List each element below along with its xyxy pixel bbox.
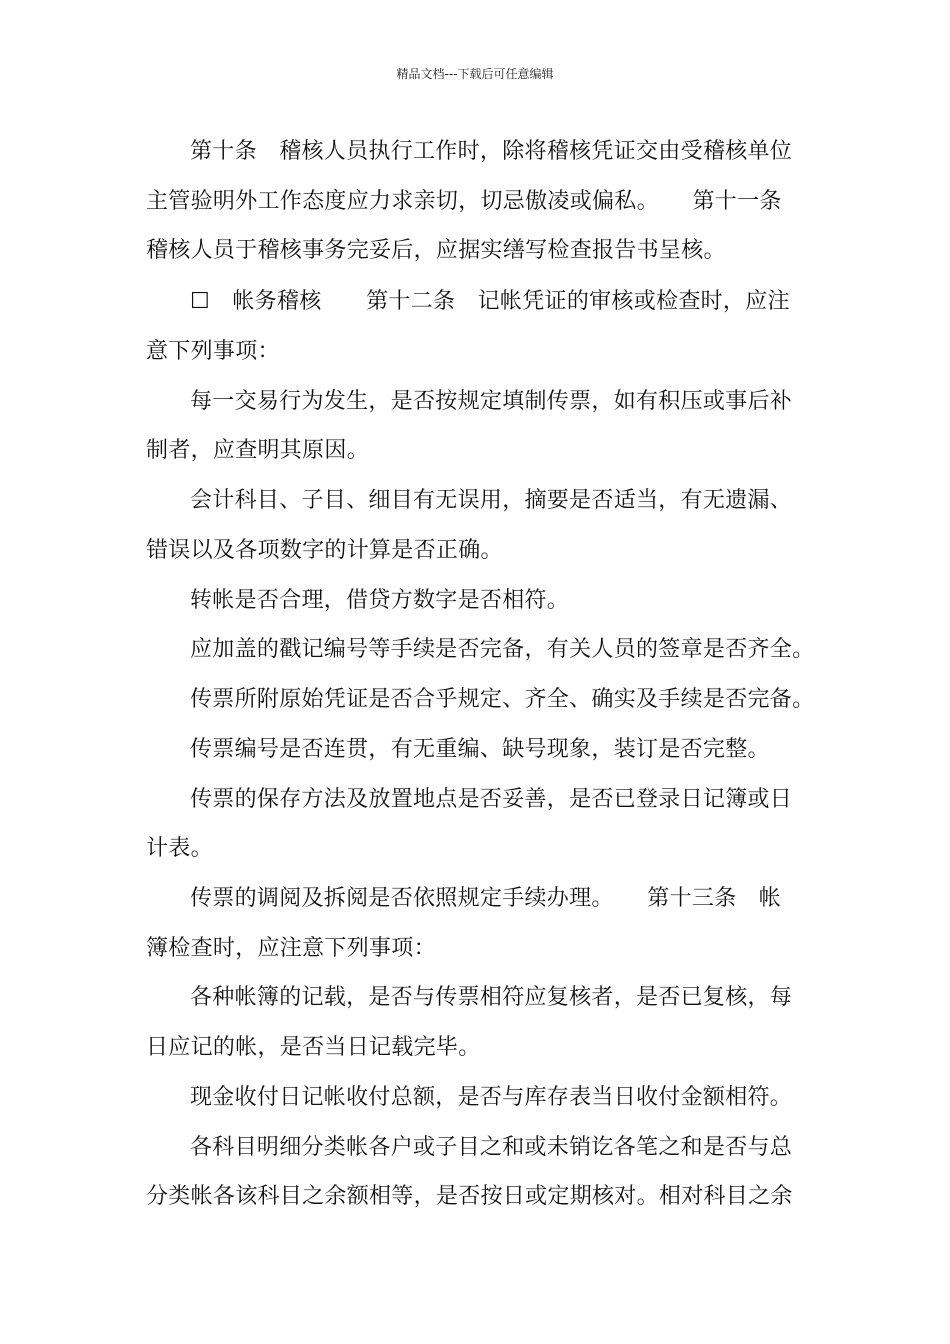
text-line: 会计科目、子目、细目有无误用，摘要是否适当，有无遗漏、 (190, 488, 793, 513)
text-line: 各科目明细分类帐各户或子目之和或未销讫各笔之和是否与总 (190, 1135, 793, 1160)
text-line: 簿检查时，应注意下列事项： (146, 936, 436, 961)
page-header: 精品文档---下载后可任意编辑 (396, 67, 554, 81)
text-line: 每一交易行为发生，是否按规定填制传票，如有积压或事后补 (190, 389, 793, 414)
text-line: 传票的保存方法及放置地点是否妥善，是否已登录日记簿或日 (190, 787, 793, 812)
text-line: 应加盖的戳记编号等手续是否完备，有关人员的签章是否齐全。 (190, 637, 815, 662)
text-line: 制者，应查明其原因。 (146, 438, 370, 463)
text-line: 第十条 稽核人员执行工作时，除将稽核凭证交由受稽核单位 (190, 139, 793, 164)
text-line: 现金收付日记帐收付总额，是否与库存表当日收付金额相符。 (190, 1085, 793, 1110)
text-line: 传票所附原始凭证是否合乎规定、齐全、确实及手续是否完备。 (190, 687, 815, 712)
text-line: 日应记的帐，是否当日记载完毕。 (146, 1035, 481, 1060)
text-line: 各种帐簿的记载，是否与传票相符应复核者，是否已复核，每 (190, 985, 793, 1010)
text-line: 传票编号是否连贯，有无重编、缺号现象，装订是否完整。 (190, 737, 770, 762)
text-line: 稽核人员于稽核事务完妥后，应据实缮写检查报告书呈核。 (146, 238, 726, 263)
text-line: 计表。 (146, 836, 213, 861)
text-line: 主管验明外工作态度应力求亲切，切忌傲凌或偏私。 第十一条 (146, 189, 782, 214)
text-line: 转帐是否合理，借贷方数字是否相符。 (190, 588, 570, 613)
text-line: 意下列事项： (146, 339, 280, 364)
text-line: 传票的调阅及拆阅是否依照规定手续办理。 第十三条 帐 (190, 886, 782, 911)
text-line: 分类帐各该科目之余额相等，是否按日或定期核对。相对科目之余 (146, 1184, 793, 1209)
text-line: 错误以及各项数字的计算是否正确。 (146, 538, 503, 563)
text-line: ☐ 帐务稽核 第十二条 记帐凭证的审核或检查时，应注 (190, 289, 790, 314)
